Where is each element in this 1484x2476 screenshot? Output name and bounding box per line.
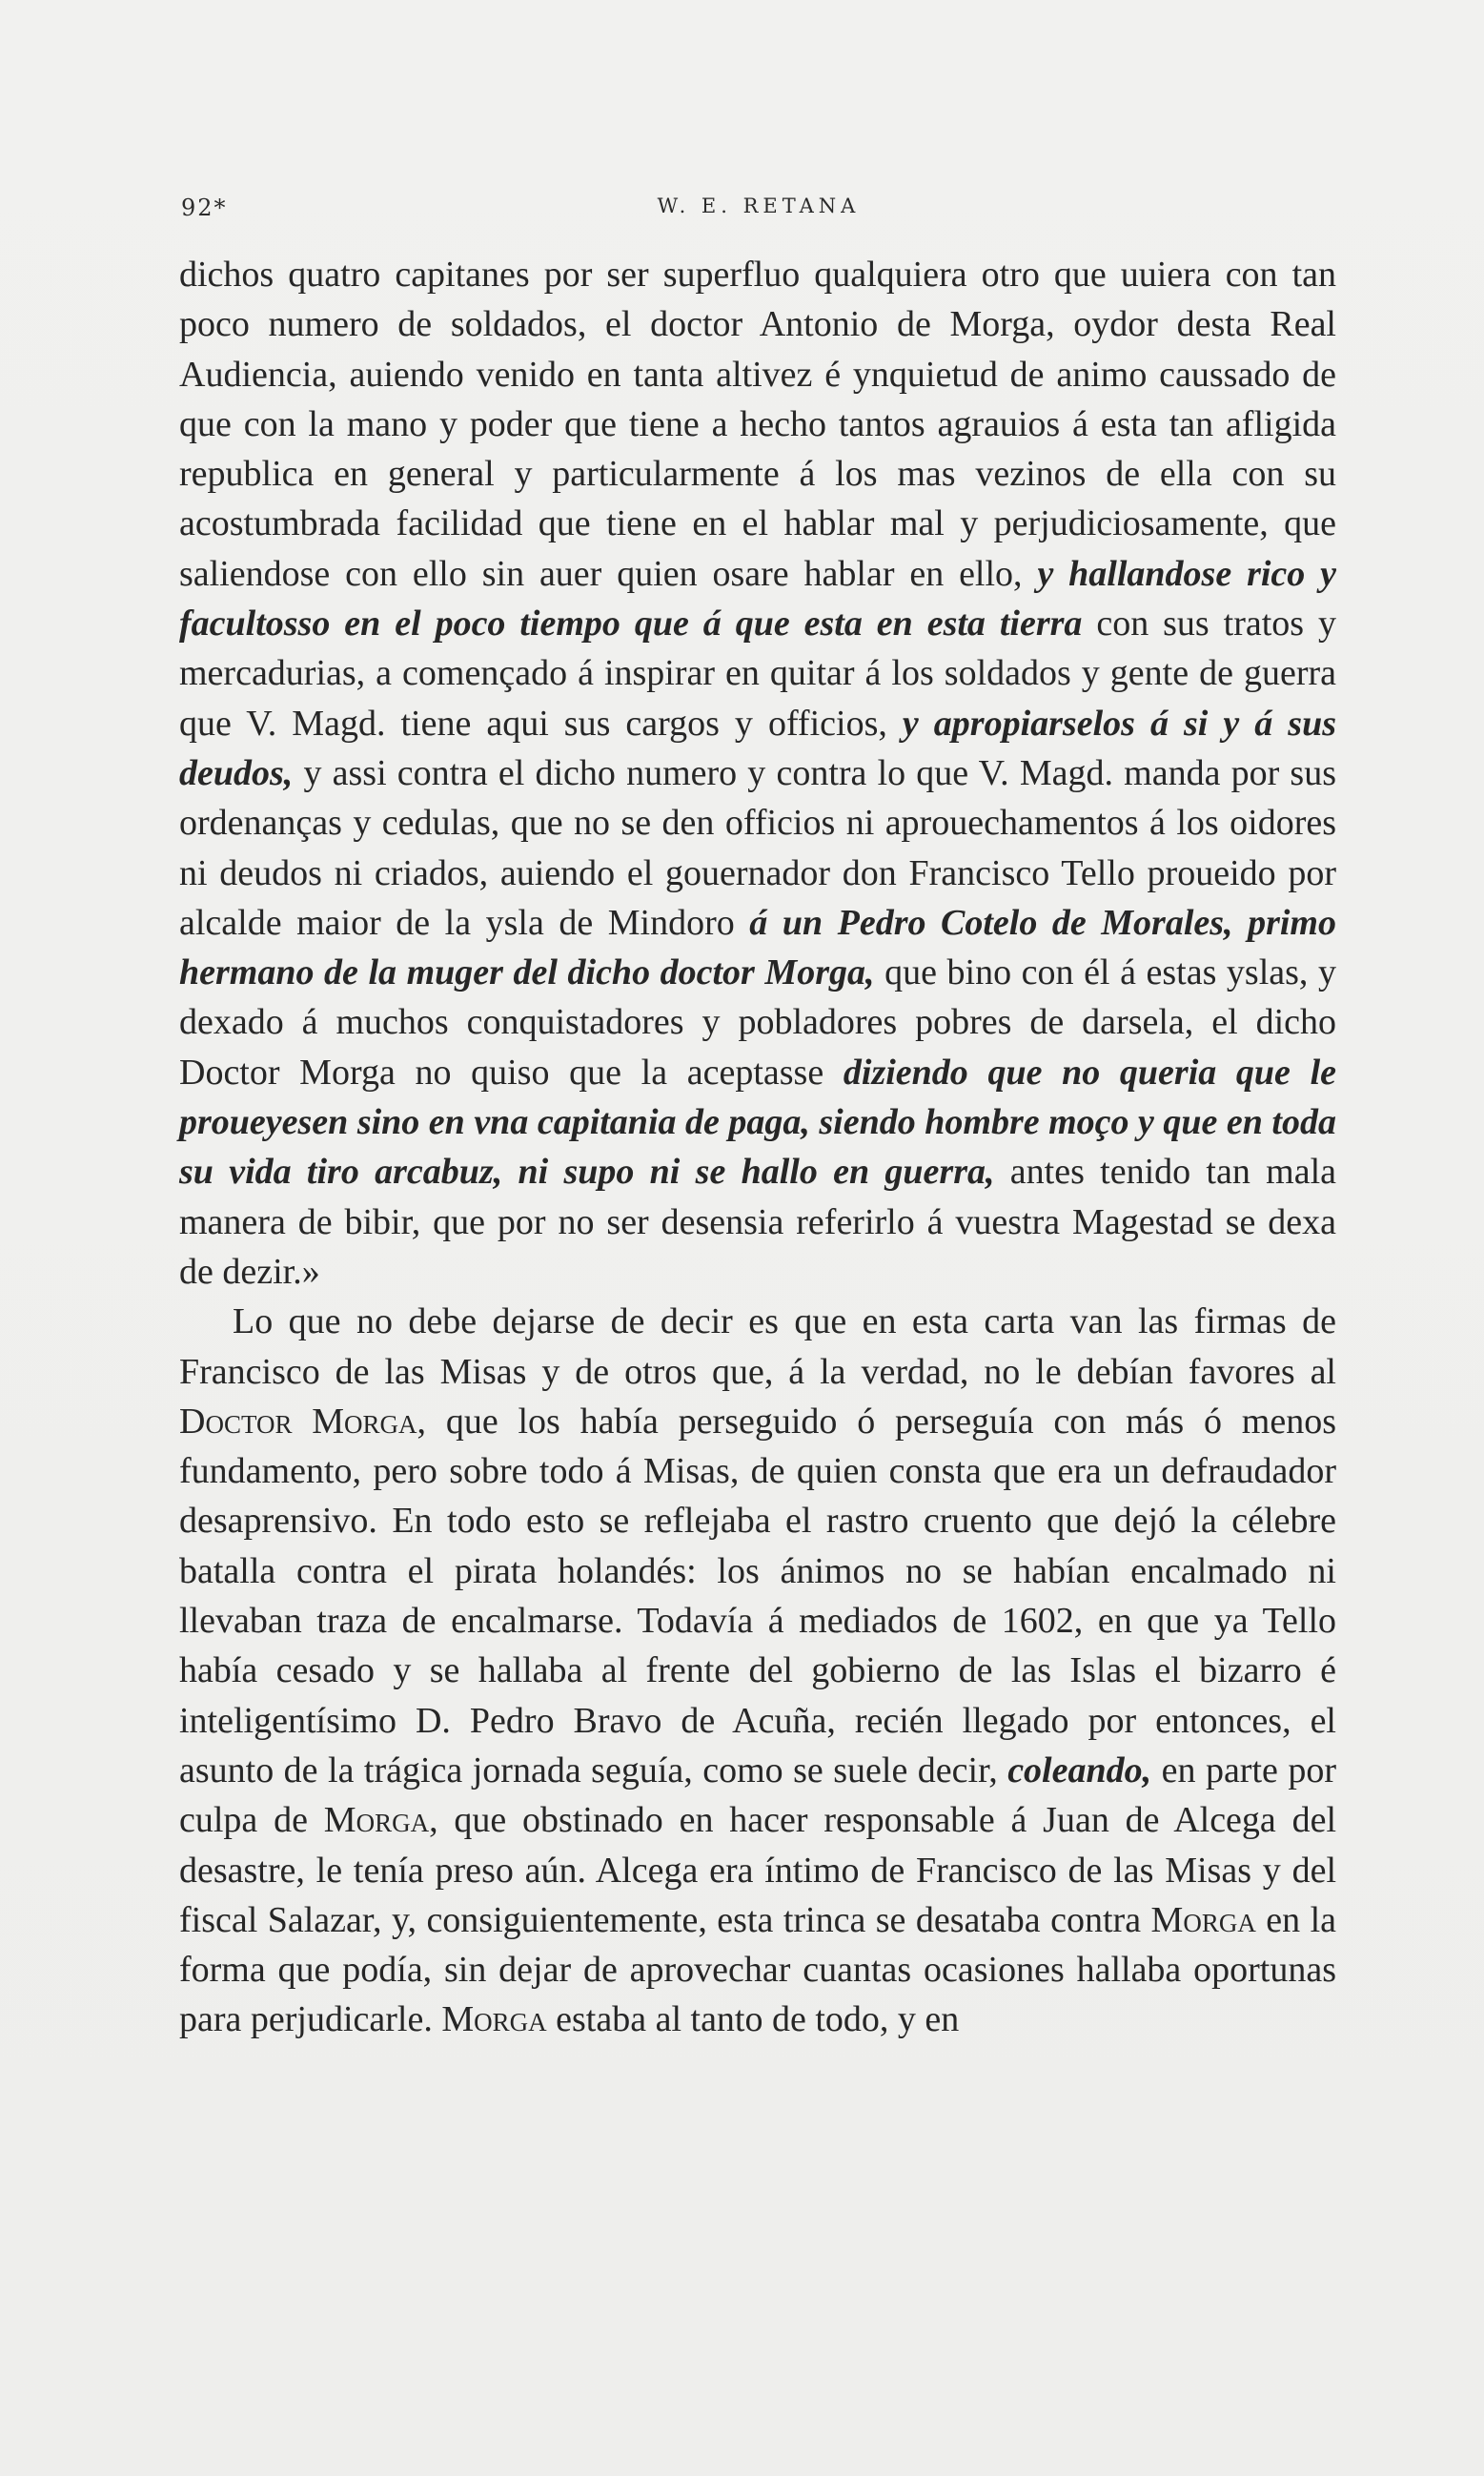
text-segment: que bino con él á estas yslas, y dexado á muchos conquistadores y pobladores pobres de darsela, el dicho Doctor Morga no quiso que la aceptasse bbox=[179, 952, 1336, 1093]
text-segment: , que los había perseguido ó perseguía con más ó menos fundamento, pero sobre todo á Misas, de quien consta que era un defraudador desaprensivo. En todo esto se reflejaba el rastro cruento que dejó la célebre batalla contra el pirata holandés: los ánimos no se habían encalmado ni llevaban traza de encalmarse. Todavía á mediados de 1602, en que ya Tello había cesado y se hallaba al frente del gobierno de las Islas el bizarro é inteligentísimo D. Pedro Bravo de Acuña, recién llegado por entonces, el asunto de la trágica jornada seguía, como se suele decir, bbox=[179, 1401, 1336, 1790]
text-segment: , que obstinado en hacer responsable á Juan de Alcega del desastre, le tenía preso aún. Alcega era íntimo de Francisco de las Misas y del fiscal Salazar, y, consiguientemente, esta trinca se desataba contra bbox=[179, 1800, 1337, 1940]
text-segment: y assi contra el dicho numero y contra lo que V. Magd. manda por sus ordenanças y cedulas, que no se den officios ni aprouechamentos á los oidores ni deudos ni criados, auiendo el gouernador don Francisco Tello proueido por alcalde maior de la ysla de Mindoro bbox=[179, 752, 1336, 943]
italic-emphasis: á un Pedro Cotelo de Morales, primo hermano de la muger del dicho doctor Morga, bbox=[179, 902, 1336, 993]
text-segment: estaba al tanto de todo, y en bbox=[556, 1999, 960, 2040]
italic-emphasis: y apropiarselos á si y á sus deudos, bbox=[179, 703, 1336, 793]
italic-emphasis: coleando, bbox=[1007, 1750, 1152, 1790]
paragraph-commentary bbox=[179, 1297, 1336, 2044]
name-small-caps: Morga bbox=[323, 1800, 430, 1841]
running-title: W. E. RETANA bbox=[657, 194, 861, 217]
italic-emphasis: y hallandose rico y facultosso en el poco tiempo que á que esta en esta tierra bbox=[179, 553, 1337, 645]
text-segment: dichos quatro capitanes por ser superfluo qualquiera otro que uuiera con tan poco numero de soldados, el doctor Antonio de Morga, oydor desta Real Audiencia, auiendo venido en tanta altivez é ynquietud de animo caussado de que con la mano y poder que tiene a hecho tantos agrauios á esta tan afligida republica en general y particularmente á los mas vezinos de ella con su acostumbrada facilidad que tiene en el hablar mal y perjudiciosamente, que saliendose con ello sin auer quien osare hablar en ello, bbox=[179, 255, 1336, 594]
text-segment: antes tenido tan mala manera de bibir, que por no ser desensia referirlo á vuestra Magestad se dexa de dezir.» bbox=[179, 1152, 1336, 1292]
page-number: 92* bbox=[181, 194, 228, 221]
text-segment: Lo que no debe dejarse de decir es que en esta carta van las firmas de Francisco de las Misas y de otros que, á la verdad, no le debían favores al bbox=[179, 1301, 1336, 1392]
body-text bbox=[179, 250, 1336, 2045]
text-segment: en parte por culpa de bbox=[179, 1750, 1337, 1841]
name-small-caps: Morga bbox=[441, 1999, 547, 2040]
paragraph-quoted-letter bbox=[179, 250, 1336, 1297]
page-header bbox=[181, 189, 1336, 227]
text-segment: en la forma que podía, sin dejar de aprovechar cuantas ocasiones hallaba oportunas para perjudicarle. bbox=[179, 1899, 1337, 2040]
italic-emphasis: diziendo que no queria que le proueyesen sino en vna capitania de paga, siendo hombre moço y que en toda su vida tiro arcabuz, ni supo ni se hallo en guerra, bbox=[179, 1052, 1337, 1193]
text-segment: con sus tratos y mercadurias, a començado á inspirar en quitar á los soldados y gente de guerra que V. Magd. tiene aqui sus cargos y officios, bbox=[179, 604, 1337, 744]
name-small-caps: Morga bbox=[1150, 1899, 1256, 1940]
name-small-caps: Doctor Morga bbox=[179, 1401, 417, 1442]
